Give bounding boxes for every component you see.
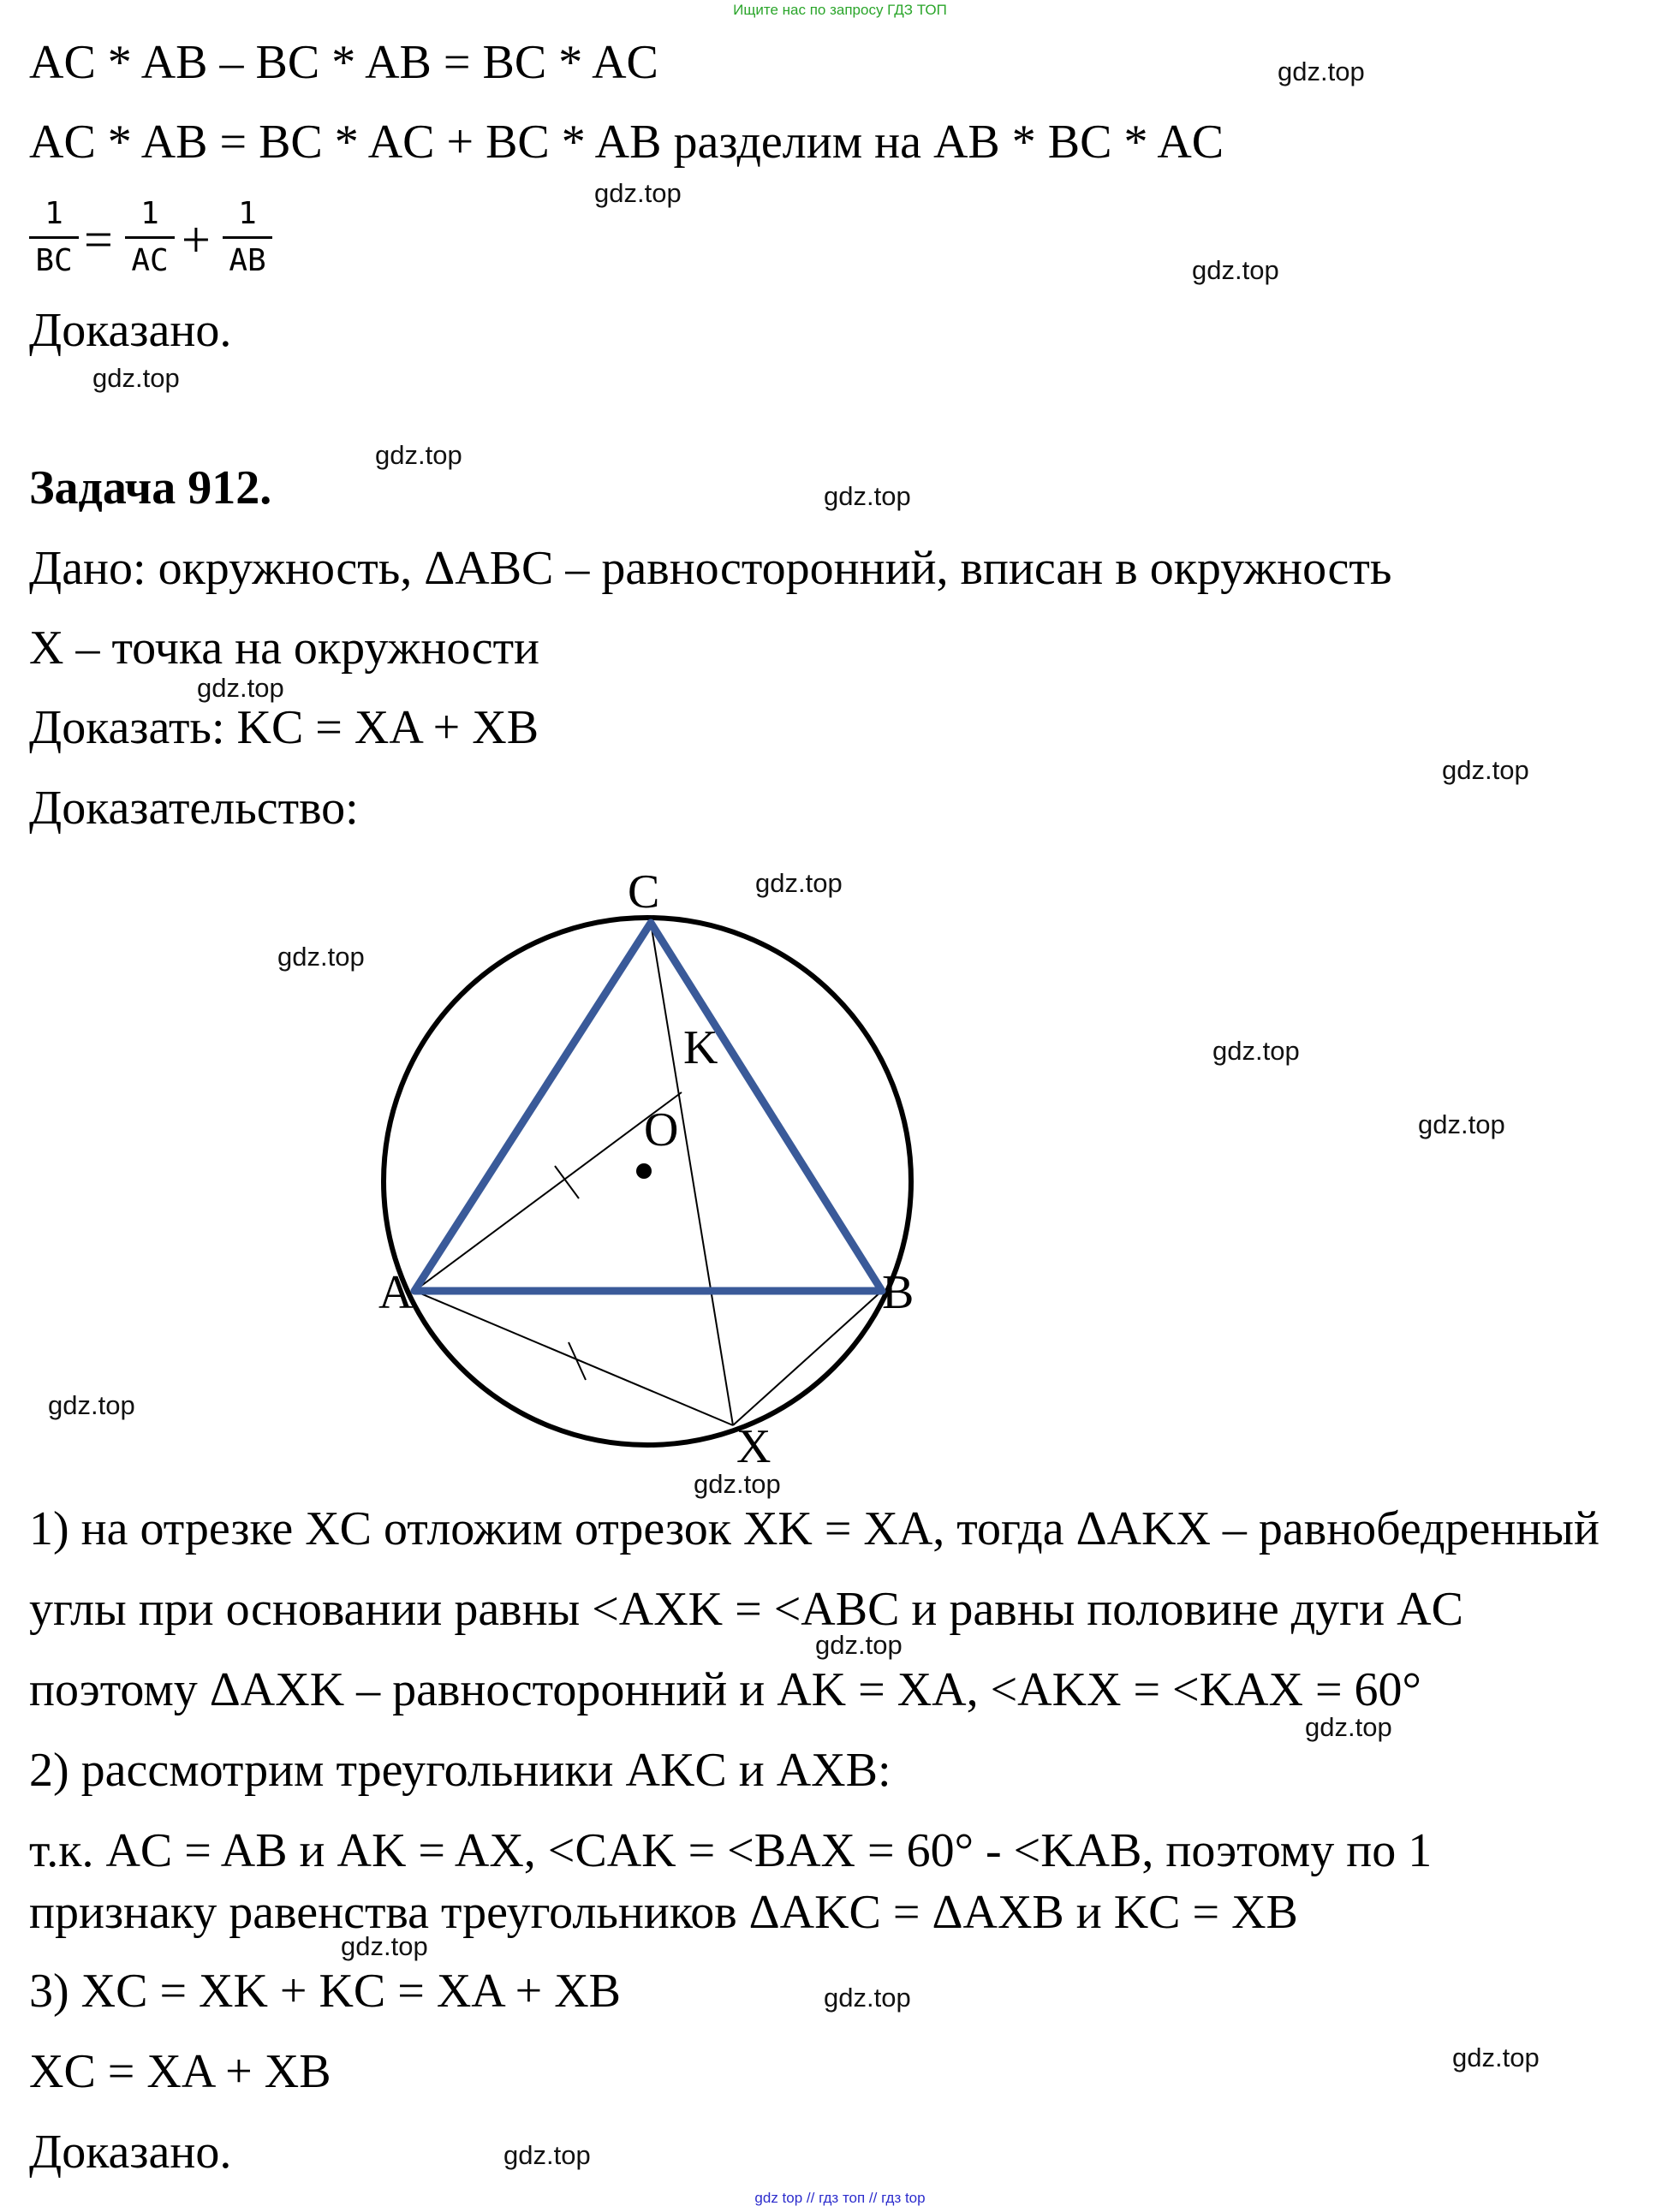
tick-mark-ax [569,1342,586,1380]
watermark: gdz.top [694,1469,781,1499]
segment-bx [733,1291,882,1425]
fraction-denominator: AC [131,243,169,278]
watermark: gdz.top [92,363,180,393]
proof-heading: Доказательство: [29,782,359,835]
watermark: gdz.top [1305,1712,1392,1742]
watermark: gdz.top [375,440,462,470]
proof-step: т.к. AC = AB и AK = AX, <CAK = <BAX = 60° - <KAB, поэтому по 1 [29,1824,1433,1877]
watermark: gdz.top [341,1931,428,1961]
watermark: gdz.top [815,1630,903,1660]
fraction-denominator: AB [229,243,266,278]
segment-xc [651,923,733,1425]
proof-step: 2) рассмотрим треугольники AKC и AXB: [29,1744,891,1797]
proof-step: 3) XC = XK + KC = XA + XB [29,1965,622,2018]
watermark: gdz.top [503,2140,591,2170]
plus-sign: + [182,211,211,268]
label-x: X [736,1420,771,1473]
segment-ax [414,1291,733,1425]
circumscribed-circle [384,918,911,1445]
fraction-denominator: BC [35,243,73,278]
segment-ak [414,1092,682,1291]
proof-step: поэтому ΔAXK – равносторонний и AK = XA, <AKX = <KAX = 60° [29,1663,1421,1716]
proof-step: XC = XA + XB [29,2045,331,2098]
prove-statement: Доказать: KC = XA + XB [29,701,539,754]
watermark: gdz.top [48,1390,135,1420]
equals-sign: = [84,211,113,268]
proof-step: 1) на отрезке XC отложим отрезок XK = XA, тогда ΔAKX – равнобедренный [29,1502,1600,1555]
watermark: gdz.top [1418,1109,1505,1139]
equation-line-2: AC * AB = BC * AC + BC * AB разделим на AB * BC * AC [29,116,1224,169]
watermark: gdz.top [1278,56,1365,86]
header-search-note: Ищите нас по запросу ГДЗ ТОП [733,2,947,18]
watermark: gdz.top [594,178,682,208]
final-conclusion: Доказано. [29,2126,232,2179]
proof-step: углы при основании равны <AXK = <ABC и равны половине дуги AC [29,1583,1463,1636]
watermark: gdz.top [755,868,843,898]
equation-line-1: AC * AB – BC * AB = BC * AC [29,36,658,89]
label-a: A [378,1266,414,1319]
label-o: O [644,1103,679,1157]
watermark: gdz.top [824,1983,911,2013]
given-line-2: X – точка на окружности [29,621,540,675]
label-k: K [683,1021,718,1074]
given-line-1: Дано: окружность, ΔABC – равносторонний, вписан в окружность [29,542,1392,595]
watermark: gdz.top [277,942,365,972]
watermark: gdz.top [1442,755,1529,785]
task-title: Задача 912. [29,461,272,514]
center-point-o [636,1163,652,1179]
watermark: gdz.top [1452,2043,1540,2072]
fraction-numerator: 1 [45,196,63,231]
watermark: gdz.top [824,481,911,511]
footer-note: gdz top // гдз топ // гдз top [754,2190,926,2206]
watermark: gdz.top [1212,1036,1300,1066]
proof-step: признаку равенства треугольников ΔAKC = ΔAXB и KC = XB [29,1886,1298,1939]
label-b: B [882,1266,914,1319]
label-c: C [628,865,660,919]
watermark: gdz.top [197,673,284,703]
previous-conclusion: Доказано. [29,304,232,357]
fraction-numerator: 1 [140,196,159,231]
fraction-numerator: 1 [238,196,257,231]
watermark: gdz.top [1192,255,1279,285]
